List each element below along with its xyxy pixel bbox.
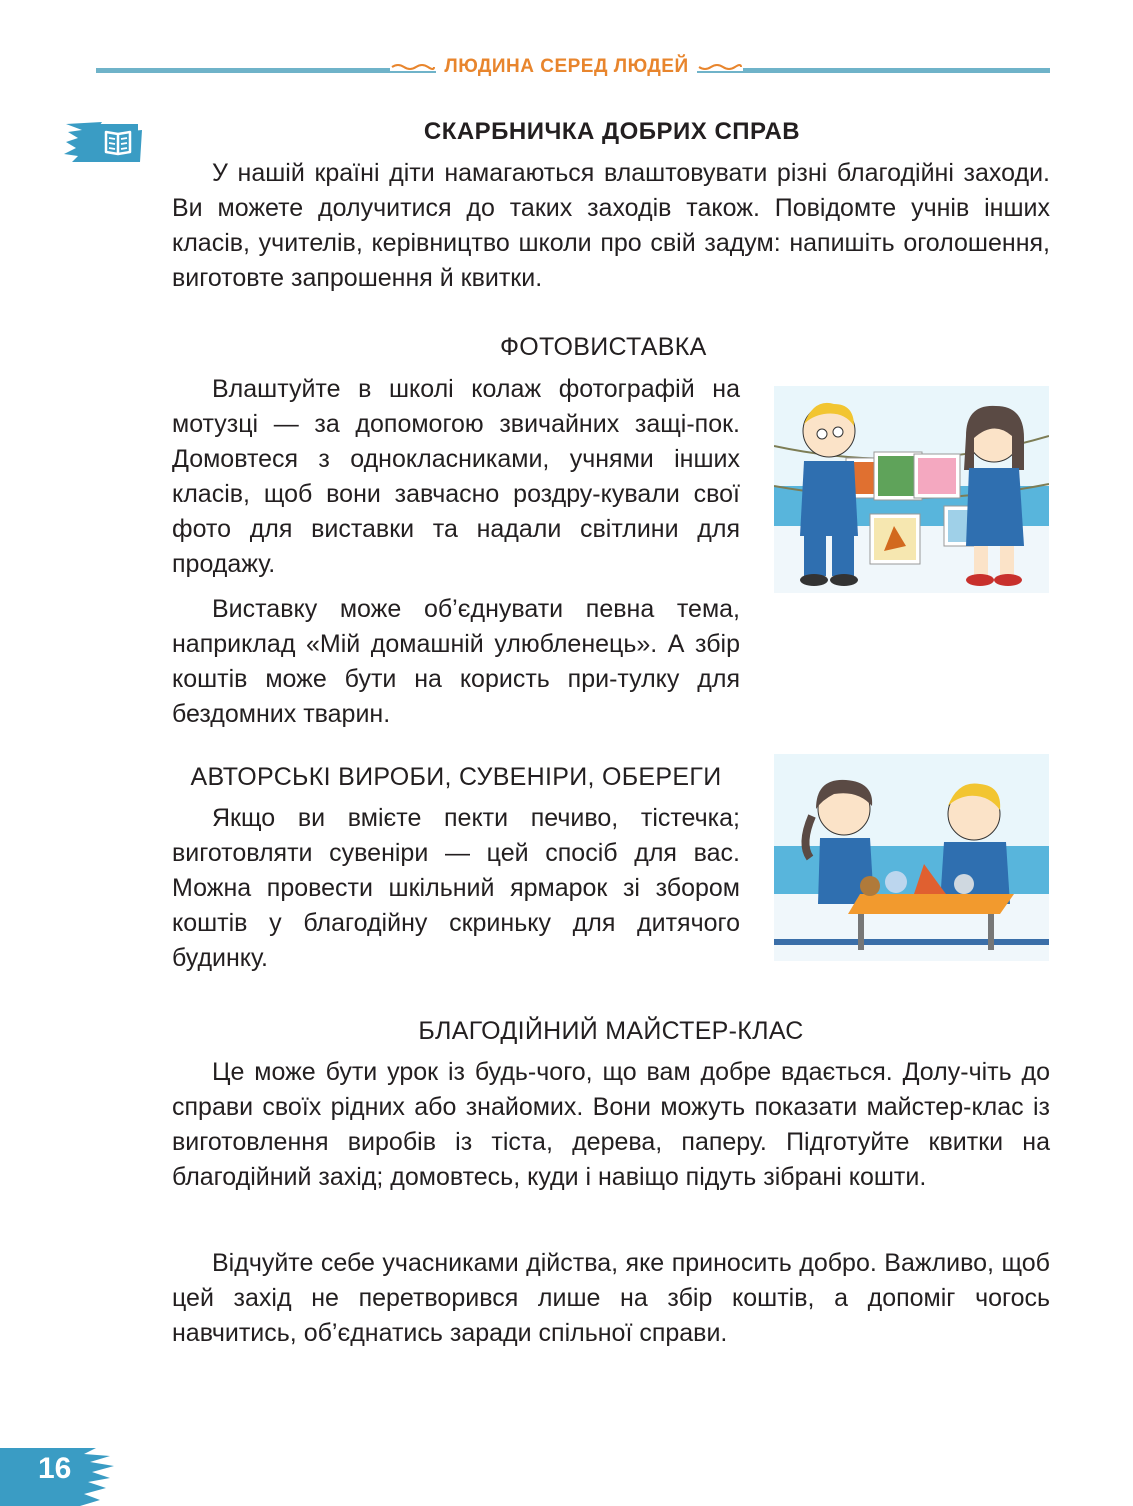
photo-exhibition-illustration <box>774 386 1049 593</box>
intro-paragraph: У нашій країні діти намагаються влаштовувати різні благодійні заходи. Ви можете долучитися до таких заходів також. Повідомте учнів інших класів, учителів, керівництво школи про свій задум: напишіть оголошення, виготовте запрошення й квитки. <box>172 159 1050 292</box>
craft-fair-illustration <box>774 754 1049 961</box>
page-number: 16 <box>38 1452 72 1485</box>
crafts-paragraph: Якщо ви вмієте пекти печиво, тістечка; виготовляти сувеніри — цей спосіб для вас. Можна провести шкільний ярмарок зі збором коштів у благодійну скриньку для дитячого будинку. <box>172 804 740 972</box>
section-heading-crafts: АВТОРСЬКІ ВИРОБИ, СУВЕНІРИ, ОБЕРЕГИ <box>190 763 722 791</box>
master-class-paragraph-1: Це може бути урок із будь-чого, що вам добре вдається. Долу-чіть до справи своїх рідних або знайомих. Вони можуть показати майстер-клас із виготовлення виробів із тіста, дерева, паперу. Підготуйте квитки на благодійний захід; домовтесь, куди і навіщо підуть зібрані кошти. <box>172 1058 1050 1191</box>
header-title: ЛЮДИНА СЕРЕД ЛЮДЕЙ <box>436 56 696 77</box>
photo-exhibition-paragraph-2: Виставку може об’єднувати певна тема, наприклад «Мій домашній улюбленець». А збір коштів може бути на користь при-тулку для бездомних тварин. <box>172 595 740 728</box>
photo-exhibition-paragraph-1: Влаштуйте в школі колаж фотографій на мотузці — за допомогою звичайних защі-пок. Домовтеся з однокласниками, учнями інших класів, щоб вони завчасно роздру-кували свої фото для виставки та надали світлини для продажу. <box>172 375 740 578</box>
master-class-paragraph-2: Відчуйте себе учасниками дійства, яке приносить добро. Важливо, щоб цей захід не перетворився лише на збір коштів, а допоміг чогось навчитись, об’єднатись заради спільної справи. <box>172 1249 1050 1347</box>
running-header <box>0 56 1133 78</box>
page-title: СКАРБНИЧКА ДОБРИХ СПРАВ <box>423 118 801 145</box>
book-icon <box>62 118 144 164</box>
section-heading-photo-exhibition: ФОТОВИСТАВКА <box>500 333 707 361</box>
ornament-right-icon <box>697 63 743 71</box>
ornament-left-icon <box>390 63 436 71</box>
section-heading-master-class: БЛАГОДІЙНИЙ МАЙСТЕР-КЛАС <box>418 1017 804 1045</box>
